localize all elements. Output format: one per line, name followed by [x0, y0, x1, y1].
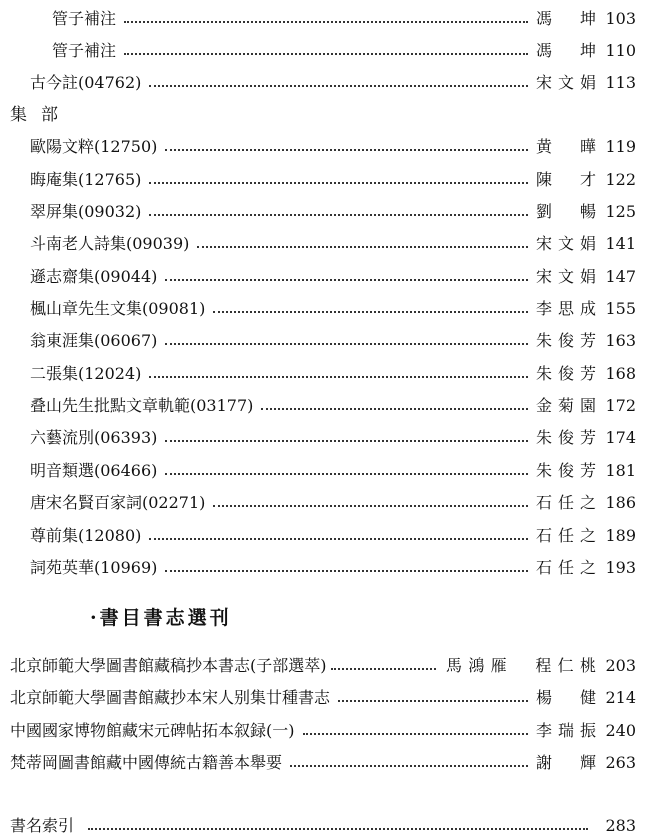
entry-title: 斗南老人詩集(09039) — [30, 234, 190, 253]
entry-page: 163 — [605, 331, 636, 350]
entry-title: 晦庵集(12765) — [30, 170, 142, 189]
entry-author: 石任之 — [536, 558, 596, 577]
toc-entry — [0, 717, 650, 745]
entry-title: 遜志齋集(09044) — [30, 267, 158, 286]
toc-entry — [0, 360, 650, 388]
dot-leader — [149, 182, 528, 184]
dot-leader — [165, 149, 528, 151]
entry-title: 唐宋名賢百家詞(02271) — [30, 493, 206, 512]
entry-title: 翠屏集(09032) — [30, 202, 142, 221]
entry-author: 宋文娟 — [536, 267, 596, 286]
entry-author: 陳 才 — [536, 170, 596, 189]
toc-entry — [0, 37, 650, 65]
entry-title: 北京師範大學圖書館藏稿抄本書志(子部選萃) — [10, 656, 327, 675]
dot-leader — [124, 53, 528, 55]
dot-leader — [331, 668, 437, 670]
toc-entry — [0, 263, 650, 291]
entry-title: 管子補注 — [52, 41, 117, 60]
entry-author: 李思成 — [536, 299, 596, 318]
toc-entry — [0, 652, 650, 680]
section-heading: ·書目書志選刊 — [90, 607, 232, 629]
entry-page: 263 — [605, 753, 636, 772]
dot-leader — [165, 440, 528, 442]
entry-page: 125 — [605, 202, 636, 221]
toc-entry — [0, 424, 650, 452]
entry-title: 翁東涯集(06067) — [30, 331, 158, 350]
dot-leader — [338, 700, 528, 702]
entry-author: 謝 輝 — [536, 753, 596, 772]
entry-title: 楓山章先生文集(09081) — [30, 299, 206, 318]
toc-entry — [0, 684, 650, 712]
entry-page: 181 — [605, 461, 636, 480]
entry-author: 朱俊芳 — [536, 331, 596, 350]
entry-page: 110 — [605, 41, 636, 60]
entry-title: 管子補注 — [52, 9, 117, 28]
entry-title: 中國國家博物館藏宋元碑帖拓本叙録(一) — [10, 721, 295, 740]
toc-entry — [0, 69, 650, 97]
entry-author: 朱俊芳 — [536, 461, 596, 480]
dot-leader — [290, 765, 528, 767]
dot-leader — [303, 733, 529, 735]
entry-page: 172 — [605, 396, 636, 415]
toc-entry — [0, 522, 650, 550]
entry-page: 186 — [605, 493, 636, 512]
toc-entry — [0, 327, 650, 355]
entry-title: 叠山先生批點文章軌範(03177) — [30, 396, 254, 415]
toc-entry — [0, 295, 650, 323]
entry-author: 劉 暢 — [536, 202, 596, 221]
entry-page: 189 — [605, 526, 636, 545]
toc-entry — [0, 812, 650, 840]
dot-leader — [165, 570, 528, 572]
entry-title: 六藝流別(06393) — [30, 428, 158, 447]
entry-page: 122 — [605, 170, 636, 189]
entry-title: 古今註(04762) — [30, 73, 142, 92]
entry-page: 214 — [605, 688, 636, 707]
entry-title: 書名索引 — [10, 816, 75, 835]
entry-author: 宋文娟 — [536, 234, 596, 253]
dot-leader — [149, 538, 528, 540]
dot-leader — [149, 376, 528, 378]
dot-leader — [213, 505, 528, 507]
entry-page: 168 — [605, 364, 636, 383]
toc-entry — [0, 554, 650, 582]
entry-title: 北京師範大學圖書館藏抄本宋人别集廿種書志 — [10, 688, 331, 707]
entry-page: 283 — [605, 816, 636, 835]
dot-leader — [261, 408, 528, 410]
entry-page: 147 — [605, 267, 636, 286]
entry-page: 174 — [605, 428, 636, 447]
section-heading: 集部 — [10, 105, 72, 125]
entry-author: 馬鴻雁 程仁桃 — [446, 656, 596, 675]
entry-page: 240 — [605, 721, 636, 740]
entry-title: 明音類選(06466) — [30, 461, 158, 480]
toc-entry — [0, 392, 650, 420]
entry-author: 宋文娟 — [536, 73, 596, 92]
entry-author: 金菊園 — [536, 396, 596, 415]
dot-leader — [88, 828, 588, 830]
entry-title: 二張集(12024) — [30, 364, 142, 383]
entry-author: 楊 健 — [536, 688, 596, 707]
entry-author: 石任之 — [536, 526, 596, 545]
entry-page: 193 — [605, 558, 636, 577]
toc-entry — [0, 133, 650, 161]
entry-author: 朱俊芳 — [536, 364, 596, 383]
entry-author: 黄 曄 — [536, 137, 596, 156]
entry-page: 103 — [605, 9, 636, 28]
toc-entry — [0, 198, 650, 226]
entry-title: 梵蒂岡圖書館藏中國傳統古籍善本舉要 — [10, 753, 283, 772]
dot-leader — [197, 246, 528, 248]
dot-leader — [165, 473, 528, 475]
entry-title: 尊前集(12080) — [30, 526, 142, 545]
dot-leader — [213, 311, 528, 313]
toc-entry — [0, 5, 650, 33]
entry-author: 李瑞振 — [536, 721, 596, 740]
entry-page: 113 — [605, 73, 636, 92]
dot-leader — [165, 343, 528, 345]
entry-page: 119 — [605, 137, 636, 156]
entry-title: 詞苑英華(10969) — [30, 558, 158, 577]
toc-entry — [0, 457, 650, 485]
toc-entry — [0, 489, 650, 517]
entry-author: 石任之 — [536, 493, 596, 512]
toc-entry — [0, 749, 650, 777]
entry-page: 203 — [605, 656, 636, 675]
entry-title: 歐陽文粹(12750) — [30, 137, 158, 156]
dot-leader — [149, 214, 528, 216]
toc-entry — [0, 166, 650, 194]
entry-page: 155 — [605, 299, 636, 318]
toc-entry — [0, 230, 650, 258]
entry-author: 朱俊芳 — [536, 428, 596, 447]
dot-leader — [149, 85, 528, 87]
entry-author: 馮 坤 — [536, 9, 596, 28]
entry-author: 馮 坤 — [536, 41, 596, 60]
dot-leader — [165, 279, 528, 281]
entry-page: 141 — [605, 234, 636, 253]
dot-leader — [124, 21, 528, 23]
